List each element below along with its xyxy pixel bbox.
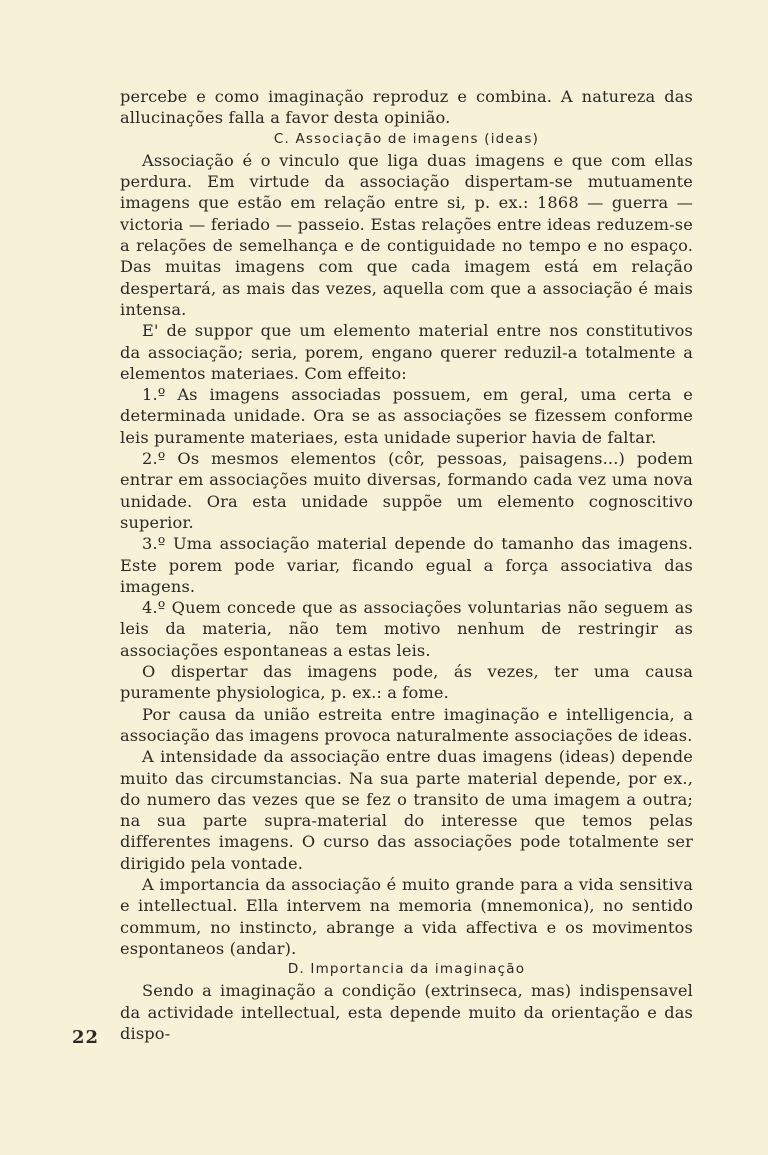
paragraph-material-element: E' de suppor que um elemento material entre nos constitutivos da associação; seria, porem, engano querer reduzil-a totalmente a elementos materiaes. Com effeito: <box>120 321 693 383</box>
page-number: 22 <box>72 1027 100 1048</box>
section-c-heading: C. Associação de imagens (ideas) <box>273 130 540 147</box>
paragraph-intensity: A intensidade da associação entre duas imagens (ideas) depende muito das circumstancias. Na sua parte material depende, por ex., do numero das vezes que se fez o transito de uma imagem a outra; na sua parte supra-material do interesse que temos pelas differentes imagens. O curso das associações pode totalmente ser dirigido pela vontade. <box>120 747 693 873</box>
paragraph-point-4: 4.º Quem concede que as associações voluntarias não seguem as leis da materia, não tem motivo nenhum de restringir as associações espontaneas a estas leis. <box>120 598 693 660</box>
paragraph-point-2: 2.º Os mesmos elementos (côr, pessoas, paisagens...) podem entrar em associações muito diversas, formando cada vez uma nova unidade. Ora esta unidade suppõe um elemento cognoscitivo superior. <box>120 449 693 532</box>
intro-paragraph: percebe e como imaginação reproduz e combina. A natureza das allucinações falla a favor desta opinião. <box>120 87 693 128</box>
paragraph-association-definition: Associação é o vinculo que liga duas imagens e que com ellas perdura. Em virtude da associação dispertam-se mutuamente imagens que estão em relação entre si, p. ex.: 1868 — guerra — victoria — feriado — passeio. Estas relações entre ideas reduzem-se a relações de semelhança e de contiguidade no tempo e no espaço. Das muitas imagens com que cada imagem está em relação despertará, as mais das vezes, aquella com que a associação é mais intensa. <box>120 150 693 319</box>
paragraph-union-imagination-intelligence: Por causa da união estreita entre imaginação e intelligencia, a associação das imagens provoca naturalmente associações de ideas. <box>120 704 693 745</box>
paragraph-point-3: 3.º Uma associação material depende do tamanho das imagens. Este porem pode variar, ficando egual a força associativa das imagens. <box>120 534 693 596</box>
page-body <box>120 86 693 1044</box>
paragraph-imagination-condition: Sendo a imaginação a condição (extrinseca, mas) indispensavel da actividade intellectual, esta depende muito da orientação e das dispo- <box>120 981 693 1044</box>
paragraph-importance-association: A importancia da associação é muito grande para a vida sensitiva e intellectual. Ella intervem na memoria (mnemonica), no sentido commum, no instincto, abrange a vida affectiva e os movimentos espontaneos (andar). <box>120 874 693 958</box>
paragraph-point-1: 1.º As imagens associadas possuem, em geral, uma certa e determinada unidade. Ora se as associações se fizessem conforme leis puramente materiaes, esta unidade superior havia de faltar. <box>120 385 693 447</box>
section-d-heading: D. Importancia da imaginação <box>287 961 526 978</box>
paragraph-physiological-cause: O dispertar das imagens pode, ás vezes, ter uma causa puramente physiologica, p. ex.: a fome. <box>120 662 693 703</box>
